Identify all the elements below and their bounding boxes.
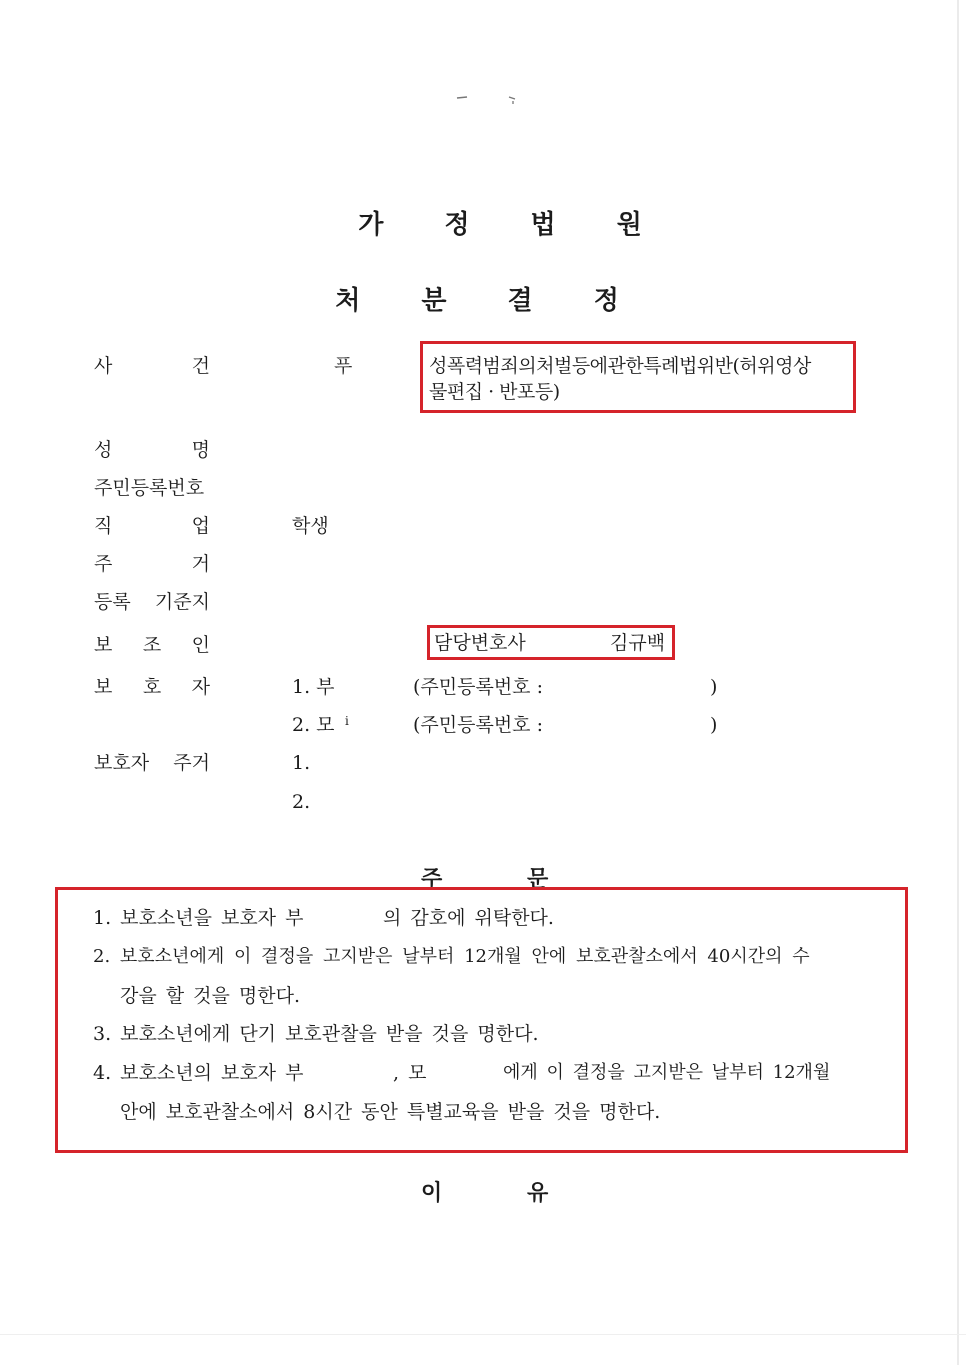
order-item-4-mother: , 모 bbox=[393, 1062, 427, 1084]
assistant-highlight bbox=[427, 625, 675, 660]
scan-bottom-edge bbox=[0, 1334, 966, 1335]
guardian-2-relation: 2. 모 bbox=[292, 714, 335, 736]
document-title: 처 분 결 정 bbox=[335, 286, 645, 316]
court-name: 가 정 법 원 bbox=[358, 210, 668, 240]
assistant-label: 보 조 인 bbox=[94, 634, 210, 656]
guardian-residence-2: 2. bbox=[292, 791, 311, 813]
guardian-2-id-open: (주민등록번호 : bbox=[413, 714, 543, 736]
order-item-4-end: 안에 보호관찰소에서 8시간 동안 특별교육을 받을 것을 명한다. bbox=[120, 1101, 661, 1123]
residence-label: 주 거 bbox=[94, 553, 210, 575]
case-name: 성폭력범죄의처벌등에관한특례법위반(허위영상 bbox=[429, 355, 811, 377]
guardian-2-mark: ⅰ bbox=[345, 714, 349, 728]
case-prefix: 푸 bbox=[334, 355, 353, 377]
guardian-residence-label: 보호자 주거 bbox=[94, 752, 210, 774]
guardian-2-id-close: ) bbox=[710, 714, 718, 736]
job-value: 학생 bbox=[292, 515, 329, 537]
reason-heading-right: 유 bbox=[527, 1181, 549, 1206]
order-item-2: 2. 보호소년에게 이 결정을 고지받은 날부터 12개월 안에 보호관찰소에서 40시간의 수 bbox=[93, 946, 810, 967]
reason-heading-left: 이 bbox=[421, 1181, 443, 1206]
guardian-1-relation: 1. 부 bbox=[292, 676, 335, 698]
assistant-role: 담당변호사 bbox=[434, 632, 526, 654]
order-item-1: 1. 보호소년을 보호자 부 bbox=[93, 907, 304, 929]
order-item-2-cont: 강을 할 것을 명한다. bbox=[120, 985, 300, 1007]
order-heading-left: 주 bbox=[421, 867, 443, 892]
order-item-4: 4. 보호소년의 보호자 부 bbox=[93, 1062, 304, 1084]
scan-artifact-marks bbox=[455, 92, 525, 106]
case-name-highlight bbox=[420, 341, 856, 413]
order-item-3: 3. 보호소년에게 단기 보호관찰을 받을 것을 명한다. bbox=[93, 1023, 539, 1045]
name-label: 성 명 bbox=[94, 439, 210, 461]
order-item-4-cont: 에게 이 결정을 고지받은 날부터 12개월 bbox=[503, 1062, 831, 1083]
assistant-name: 김규백 bbox=[610, 632, 666, 654]
resident-number-label: 주민등록번호 bbox=[94, 477, 205, 499]
guardian-residence-1: 1. bbox=[292, 752, 311, 774]
order-heading-right: 문 bbox=[527, 867, 549, 892]
job-label: 직 업 bbox=[94, 515, 210, 537]
order-highlight bbox=[55, 887, 908, 1153]
registry-label: 등록 기준지 bbox=[94, 591, 210, 613]
guardian-label: 보 호 자 bbox=[94, 676, 210, 698]
guardian-1-id-close: ) bbox=[710, 676, 718, 698]
order-item-1-cont: 의 감호에 위탁한다. bbox=[383, 907, 554, 929]
guardian-1-id-open: (주민등록번호 : bbox=[413, 676, 543, 698]
case-label: 사 건 bbox=[94, 355, 210, 377]
case-name-continued: 물편집 · 반포등) bbox=[429, 381, 560, 403]
